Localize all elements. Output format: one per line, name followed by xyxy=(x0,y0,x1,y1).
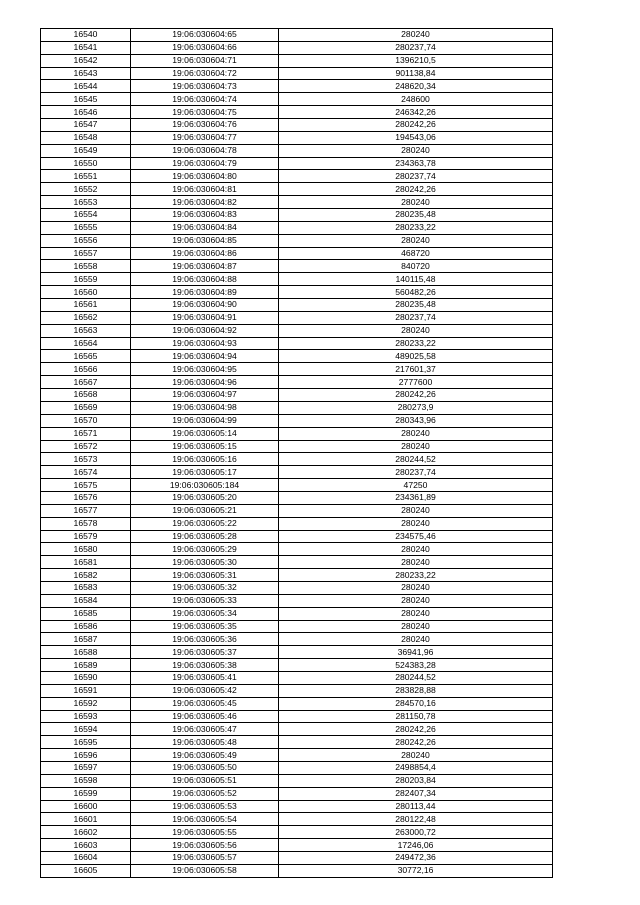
value-cell: 280237,74 xyxy=(279,41,553,54)
value-cell: 280235,48 xyxy=(279,209,553,222)
row-number-cell: 16602 xyxy=(41,826,131,839)
row-number-cell: 16548 xyxy=(41,131,131,144)
value-cell: 283828,88 xyxy=(279,684,553,697)
row-number-cell: 16540 xyxy=(41,29,131,42)
cadastral-number-cell: 19:06:030605:30 xyxy=(131,556,279,569)
cadastral-number-cell: 19:06:030604:94 xyxy=(131,350,279,363)
table-row xyxy=(41,710,553,723)
table-row xyxy=(41,659,553,672)
value-cell: 36941,96 xyxy=(279,646,553,659)
value-cell: 217601,37 xyxy=(279,363,553,376)
cadastral-number-cell: 19:06:030605:21 xyxy=(131,504,279,517)
table-row xyxy=(41,646,553,659)
row-number-cell: 16547 xyxy=(41,119,131,132)
value-cell: 282407,34 xyxy=(279,787,553,800)
value-cell: 468720 xyxy=(279,247,553,260)
row-number-cell: 16545 xyxy=(41,93,131,106)
value-cell: 524383,28 xyxy=(279,659,553,672)
cadastral-number-cell: 19:06:030605:38 xyxy=(131,659,279,672)
cadastral-number-cell: 19:06:030604:83 xyxy=(131,209,279,222)
cadastral-number-cell: 19:06:030605:184 xyxy=(131,479,279,492)
table-row xyxy=(41,337,553,350)
cadastral-number-cell: 19:06:030604:98 xyxy=(131,401,279,414)
table-row xyxy=(41,620,553,633)
table-row xyxy=(41,389,553,402)
value-cell: 280233,22 xyxy=(279,569,553,582)
value-cell: 560482,26 xyxy=(279,286,553,299)
value-cell: 249472,36 xyxy=(279,852,553,865)
row-number-cell: 16562 xyxy=(41,311,131,324)
row-number-cell: 16581 xyxy=(41,556,131,569)
table-row xyxy=(41,41,553,54)
value-cell: 2777600 xyxy=(279,376,553,389)
table-row xyxy=(41,414,553,427)
table-row xyxy=(41,864,553,877)
value-cell: 280113,44 xyxy=(279,800,553,813)
row-number-cell: 16594 xyxy=(41,723,131,736)
cadastral-number-cell: 19:06:030604:86 xyxy=(131,247,279,260)
cadastral-number-cell: 19:06:030604:84 xyxy=(131,221,279,234)
cadastral-number-cell: 19:06:030604:80 xyxy=(131,170,279,183)
table-row xyxy=(41,774,553,787)
cadastral-number-cell: 19:06:030605:29 xyxy=(131,543,279,556)
cadastral-number-cell: 19:06:030605:31 xyxy=(131,569,279,582)
table-row xyxy=(41,453,553,466)
row-number-cell: 16564 xyxy=(41,337,131,350)
row-number-cell: 16592 xyxy=(41,697,131,710)
row-number-cell: 16576 xyxy=(41,491,131,504)
value-cell: 2498854,4 xyxy=(279,761,553,774)
value-cell: 248600 xyxy=(279,93,553,106)
table-row xyxy=(41,826,553,839)
cadastral-number-cell: 19:06:030604:87 xyxy=(131,260,279,273)
value-cell: 263000,72 xyxy=(279,826,553,839)
value-cell: 280240 xyxy=(279,196,553,209)
table-row xyxy=(41,440,553,453)
cadastral-number-cell: 19:06:030604:96 xyxy=(131,376,279,389)
row-number-cell: 16541 xyxy=(41,41,131,54)
value-cell: 280240 xyxy=(279,440,553,453)
cadastral-number-cell: 19:06:030605:52 xyxy=(131,787,279,800)
row-number-cell: 16544 xyxy=(41,80,131,93)
cadastral-number-cell: 19:06:030605:56 xyxy=(131,839,279,852)
table-row xyxy=(41,106,553,119)
row-number-cell: 16553 xyxy=(41,196,131,209)
row-number-cell: 16574 xyxy=(41,466,131,479)
cadastral-number-cell: 19:06:030605:46 xyxy=(131,710,279,723)
row-number-cell: 16543 xyxy=(41,67,131,80)
value-cell: 246342,26 xyxy=(279,106,553,119)
cadastral-number-cell: 19:06:030604:74 xyxy=(131,93,279,106)
value-cell: 17246,06 xyxy=(279,839,553,852)
table-row xyxy=(41,556,553,569)
value-cell: 280242,26 xyxy=(279,389,553,402)
row-number-cell: 16582 xyxy=(41,569,131,582)
cadastral-number-cell: 19:06:030604:95 xyxy=(131,363,279,376)
value-cell: 280240 xyxy=(279,556,553,569)
row-number-cell: 16565 xyxy=(41,350,131,363)
row-number-cell: 16551 xyxy=(41,170,131,183)
value-cell: 140115,48 xyxy=(279,273,553,286)
value-cell: 280235,48 xyxy=(279,299,553,312)
cadastral-number-cell: 19:06:030605:33 xyxy=(131,594,279,607)
row-number-cell: 16583 xyxy=(41,581,131,594)
table-row xyxy=(41,607,553,620)
value-cell: 280237,74 xyxy=(279,170,553,183)
cadastral-number-cell: 19:06:030605:45 xyxy=(131,697,279,710)
table-row xyxy=(41,311,553,324)
table-row xyxy=(41,350,553,363)
cadastral-number-cell: 19:06:030604:78 xyxy=(131,144,279,157)
row-number-cell: 16598 xyxy=(41,774,131,787)
value-cell: 280240 xyxy=(279,234,553,247)
row-number-cell: 16550 xyxy=(41,157,131,170)
value-cell: 280242,26 xyxy=(279,736,553,749)
row-number-cell: 16563 xyxy=(41,324,131,337)
cadastral-number-cell: 19:06:030604:93 xyxy=(131,337,279,350)
row-number-cell: 16559 xyxy=(41,273,131,286)
row-number-cell: 16589 xyxy=(41,659,131,672)
table-row xyxy=(41,131,553,144)
cadastral-number-cell: 19:06:030604:66 xyxy=(131,41,279,54)
cadastral-number-cell: 19:06:030604:89 xyxy=(131,286,279,299)
table-row xyxy=(41,543,553,556)
row-number-cell: 16558 xyxy=(41,260,131,273)
table-row xyxy=(41,209,553,222)
cadastral-number-cell: 19:06:030604:82 xyxy=(131,196,279,209)
value-cell: 280240 xyxy=(279,144,553,157)
cadastral-number-cell: 19:06:030604:99 xyxy=(131,414,279,427)
cadastral-number-cell: 19:06:030605:42 xyxy=(131,684,279,697)
row-number-cell: 16555 xyxy=(41,221,131,234)
row-number-cell: 16567 xyxy=(41,376,131,389)
table-row xyxy=(41,196,553,209)
value-cell: 280240 xyxy=(279,581,553,594)
table-row xyxy=(41,684,553,697)
value-cell: 280240 xyxy=(279,427,553,440)
value-cell: 280203,84 xyxy=(279,774,553,787)
value-cell: 280233,22 xyxy=(279,337,553,350)
table-row xyxy=(41,594,553,607)
table-row xyxy=(41,221,553,234)
value-cell: 280244,52 xyxy=(279,671,553,684)
value-cell: 280240 xyxy=(279,594,553,607)
cadastral-number-cell: 19:06:030604:72 xyxy=(131,67,279,80)
value-cell: 280242,26 xyxy=(279,119,553,132)
table-row xyxy=(41,787,553,800)
value-cell: 280240 xyxy=(279,324,553,337)
value-cell: 280242,26 xyxy=(279,183,553,196)
row-number-cell: 16579 xyxy=(41,530,131,543)
cadastral-value-table xyxy=(40,28,553,878)
table-row xyxy=(41,80,553,93)
row-number-cell: 16577 xyxy=(41,504,131,517)
row-number-cell: 16571 xyxy=(41,427,131,440)
table-row xyxy=(41,736,553,749)
cadastral-number-cell: 19:06:030605:37 xyxy=(131,646,279,659)
cadastral-number-cell: 19:06:030604:75 xyxy=(131,106,279,119)
value-cell: 234361,89 xyxy=(279,491,553,504)
cadastral-number-cell: 19:06:030605:57 xyxy=(131,852,279,865)
cadastral-number-cell: 19:06:030605:58 xyxy=(131,864,279,877)
cadastral-number-cell: 19:06:030604:85 xyxy=(131,234,279,247)
cadastral-number-cell: 19:06:030605:50 xyxy=(131,761,279,774)
cadastral-number-cell: 19:06:030604:76 xyxy=(131,119,279,132)
row-number-cell: 16573 xyxy=(41,453,131,466)
row-number-cell: 16546 xyxy=(41,106,131,119)
row-number-cell: 16596 xyxy=(41,749,131,762)
value-cell: 280240 xyxy=(279,517,553,530)
table-row xyxy=(41,93,553,106)
table-row xyxy=(41,427,553,440)
cadastral-number-cell: 19:06:030605:35 xyxy=(131,620,279,633)
cadastral-number-cell: 19:06:030605:28 xyxy=(131,530,279,543)
table-row xyxy=(41,260,553,273)
row-number-cell: 16595 xyxy=(41,736,131,749)
cadastral-number-cell: 19:06:030605:41 xyxy=(131,671,279,684)
row-number-cell: 16557 xyxy=(41,247,131,260)
cadastral-number-cell: 19:06:030604:71 xyxy=(131,54,279,67)
table-row xyxy=(41,800,553,813)
row-number-cell: 16572 xyxy=(41,440,131,453)
cadastral-number-cell: 19:06:030605:49 xyxy=(131,749,279,762)
row-number-cell: 16556 xyxy=(41,234,131,247)
row-number-cell: 16599 xyxy=(41,787,131,800)
row-number-cell: 16552 xyxy=(41,183,131,196)
table-row xyxy=(41,761,553,774)
cadastral-number-cell: 19:06:030604:73 xyxy=(131,80,279,93)
value-cell: 280240 xyxy=(279,504,553,517)
table-row xyxy=(41,839,553,852)
table-row xyxy=(41,324,553,337)
value-cell: 1396210,5 xyxy=(279,54,553,67)
value-cell: 901138,84 xyxy=(279,67,553,80)
cadastral-number-cell: 19:06:030604:97 xyxy=(131,389,279,402)
cadastral-number-cell: 19:06:030605:47 xyxy=(131,723,279,736)
table-row xyxy=(41,299,553,312)
row-number-cell: 16561 xyxy=(41,299,131,312)
value-cell: 280237,74 xyxy=(279,466,553,479)
table-row xyxy=(41,633,553,646)
cadastral-number-cell: 19:06:030604:90 xyxy=(131,299,279,312)
table-row xyxy=(41,183,553,196)
row-number-cell: 16560 xyxy=(41,286,131,299)
table-row xyxy=(41,479,553,492)
value-cell: 280244,52 xyxy=(279,453,553,466)
value-cell: 280343,96 xyxy=(279,414,553,427)
cadastral-number-cell: 19:06:030605:22 xyxy=(131,517,279,530)
table-row xyxy=(41,530,553,543)
value-cell: 280240 xyxy=(279,633,553,646)
cadastral-number-cell: 19:06:030605:20 xyxy=(131,491,279,504)
cadastral-number-cell: 19:06:030604:65 xyxy=(131,29,279,42)
table-row xyxy=(41,491,553,504)
cadastral-number-cell: 19:06:030605:55 xyxy=(131,826,279,839)
table-row xyxy=(41,581,553,594)
value-cell: 280240 xyxy=(279,543,553,556)
row-number-cell: 16590 xyxy=(41,671,131,684)
value-cell: 280240 xyxy=(279,749,553,762)
table-row xyxy=(41,54,553,67)
value-cell: 30772,16 xyxy=(279,864,553,877)
row-number-cell: 16601 xyxy=(41,813,131,826)
value-cell: 280240 xyxy=(279,620,553,633)
row-number-cell: 16600 xyxy=(41,800,131,813)
table-row xyxy=(41,504,553,517)
cadastral-number-cell: 19:06:030605:48 xyxy=(131,736,279,749)
cadastral-number-cell: 19:06:030604:79 xyxy=(131,157,279,170)
table-row xyxy=(41,723,553,736)
row-number-cell: 16584 xyxy=(41,594,131,607)
row-number-cell: 16578 xyxy=(41,517,131,530)
cadastral-number-cell: 19:06:030605:17 xyxy=(131,466,279,479)
row-number-cell: 16597 xyxy=(41,761,131,774)
row-number-cell: 16542 xyxy=(41,54,131,67)
table-row xyxy=(41,170,553,183)
row-number-cell: 16586 xyxy=(41,620,131,633)
row-number-cell: 16575 xyxy=(41,479,131,492)
table-row xyxy=(41,813,553,826)
table-row xyxy=(41,517,553,530)
table-row xyxy=(41,569,553,582)
cadastral-number-cell: 19:06:030605:15 xyxy=(131,440,279,453)
cadastral-number-cell: 19:06:030605:14 xyxy=(131,427,279,440)
cadastral-number-cell: 19:06:030605:53 xyxy=(131,800,279,813)
cadastral-number-cell: 19:06:030604:88 xyxy=(131,273,279,286)
row-number-cell: 16566 xyxy=(41,363,131,376)
table-row xyxy=(41,671,553,684)
value-cell: 280240 xyxy=(279,29,553,42)
table-row xyxy=(41,157,553,170)
table-row xyxy=(41,286,553,299)
value-cell: 281150,78 xyxy=(279,710,553,723)
table-row xyxy=(41,697,553,710)
value-cell: 280233,22 xyxy=(279,221,553,234)
table-body xyxy=(41,29,553,878)
table-row xyxy=(41,29,553,42)
value-cell: 248620,34 xyxy=(279,80,553,93)
table-row xyxy=(41,67,553,80)
value-cell: 280242,26 xyxy=(279,723,553,736)
table-row xyxy=(41,273,553,286)
value-cell: 280122,48 xyxy=(279,813,553,826)
value-cell: 280273,9 xyxy=(279,401,553,414)
value-cell: 280240 xyxy=(279,607,553,620)
table-row xyxy=(41,852,553,865)
row-number-cell: 16587 xyxy=(41,633,131,646)
row-number-cell: 16603 xyxy=(41,839,131,852)
row-number-cell: 16570 xyxy=(41,414,131,427)
cadastral-number-cell: 19:06:030604:91 xyxy=(131,311,279,324)
value-cell: 840720 xyxy=(279,260,553,273)
table-row xyxy=(41,466,553,479)
cadastral-number-cell: 19:06:030605:54 xyxy=(131,813,279,826)
table-row xyxy=(41,247,553,260)
cadastral-number-cell: 19:06:030605:51 xyxy=(131,774,279,787)
row-number-cell: 16568 xyxy=(41,389,131,402)
value-cell: 47250 xyxy=(279,479,553,492)
table-row xyxy=(41,376,553,389)
value-cell: 234363,78 xyxy=(279,157,553,170)
value-cell: 489025,58 xyxy=(279,350,553,363)
cadastral-number-cell: 19:06:030605:34 xyxy=(131,607,279,620)
value-cell: 280237,74 xyxy=(279,311,553,324)
cadastral-number-cell: 19:06:030604:81 xyxy=(131,183,279,196)
table-row xyxy=(41,401,553,414)
row-number-cell: 16549 xyxy=(41,144,131,157)
table-row xyxy=(41,749,553,762)
row-number-cell: 16591 xyxy=(41,684,131,697)
cadastral-number-cell: 19:06:030605:36 xyxy=(131,633,279,646)
row-number-cell: 16593 xyxy=(41,710,131,723)
row-number-cell: 16569 xyxy=(41,401,131,414)
table-row xyxy=(41,363,553,376)
value-cell: 284570,16 xyxy=(279,697,553,710)
table-row xyxy=(41,144,553,157)
row-number-cell: 16554 xyxy=(41,209,131,222)
row-number-cell: 16604 xyxy=(41,852,131,865)
cadastral-number-cell: 19:06:030605:16 xyxy=(131,453,279,466)
table-row xyxy=(41,234,553,247)
row-number-cell: 16580 xyxy=(41,543,131,556)
table-row xyxy=(41,119,553,132)
cadastral-number-cell: 19:06:030605:32 xyxy=(131,581,279,594)
value-cell: 194543,06 xyxy=(279,131,553,144)
row-number-cell: 16585 xyxy=(41,607,131,620)
row-number-cell: 16588 xyxy=(41,646,131,659)
row-number-cell: 16605 xyxy=(41,864,131,877)
value-cell: 234575,46 xyxy=(279,530,553,543)
cadastral-number-cell: 19:06:030604:77 xyxy=(131,131,279,144)
cadastral-number-cell: 19:06:030604:92 xyxy=(131,324,279,337)
